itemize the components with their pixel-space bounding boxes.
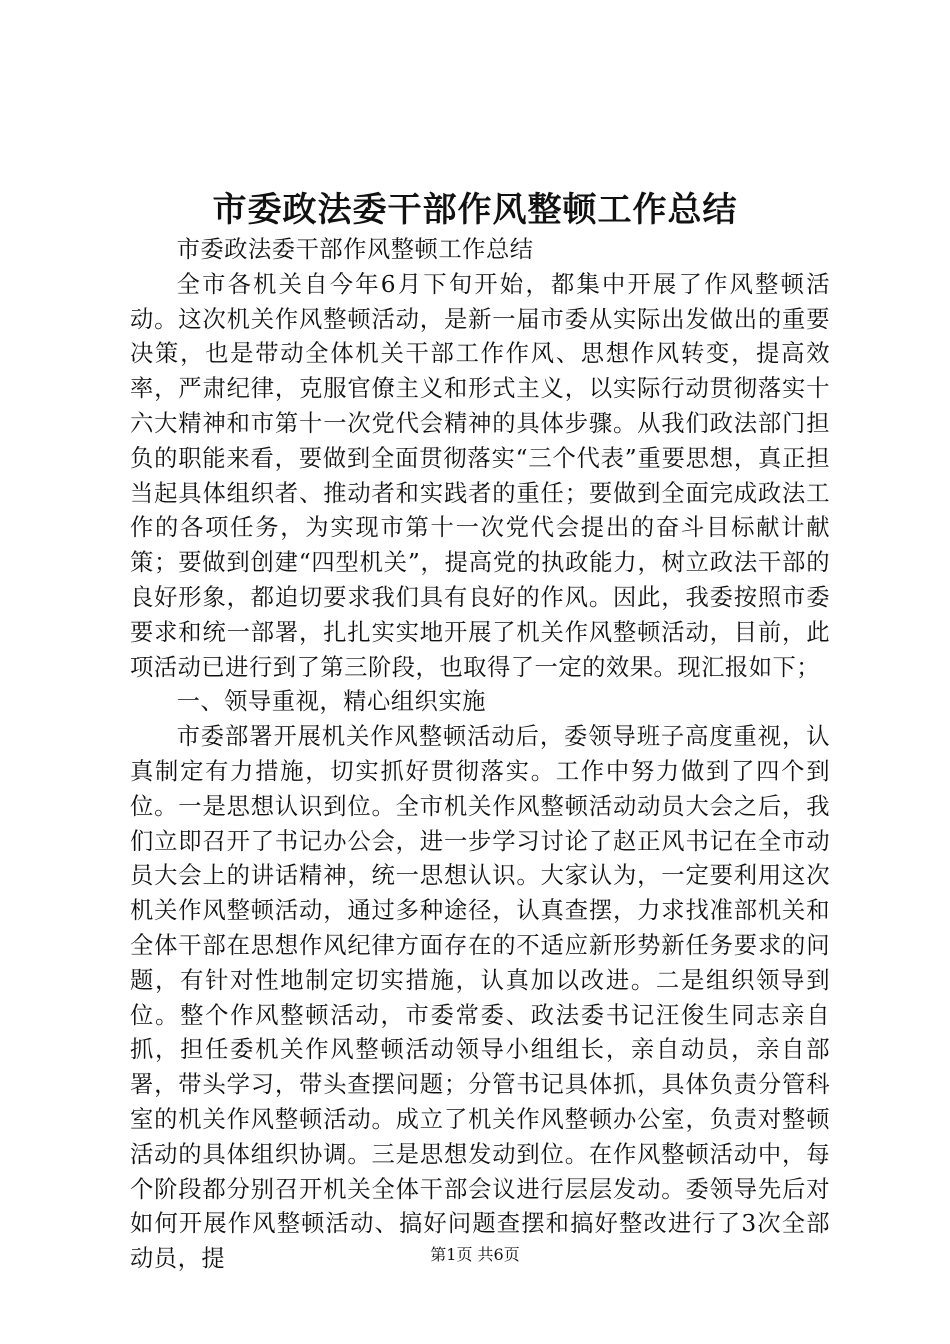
page-number-footer: 第1页 共6页 bbox=[430, 1245, 520, 1264]
paragraph-section-one: 市委部署开展机关作风整顿活动后，委领导班子高度重视，认真制定有力措施，切实抓好贯彻落实。工作中努力做到了四个到位。一是思想认识到位。全市机关作风整顿活动动员大会之后，我们立即召开了书记办公会，进一步学习讨论了赵正风书记在全市动员大会上的讲话精神，统一思想认识。大家认为，一定要利用这次机关作风整顿活动，通过多种途径，认真查摆，力求找准部机关和全体干部在思想作风纪律方面存在的不适应新形势新任务要求的问题，有针对性地制定切实措施，认真加以改进。二是组织领导到位。整个作风整顿活动，市委常委、政法委书记汪俊生同志亲自抓，担任委机关作风整顿活动领导小组组长，亲自动员，亲自部署，带头学习，带头查摆问题；分管书记具体抓，具体负责分管科室的机关作风整顿活动。成立了机关作风整顿办公室，负责对整顿活动的具体组织协调。三是思想发动到位。在作风整顿活动中，每个阶段都分别召开机关全体干部会议进行层层发动。委领导先后对如何开展作风整顿活动、搞好问题查摆和搞好整改进行了3次全部动员，提 bbox=[130, 723, 830, 1273]
paragraph-subtitle: 市委政法委干部作风整顿工作总结 bbox=[176, 236, 534, 263]
paragraph-intro: 全市各机关自今年6月下旬开始，都集中开展了作风整顿活动。这次机关作风整顿活动，是新一届市委从实际出发做出的重要决策，也是带动全体机关干部工作作风、思想作风转变，提高效率，严肃纪律，克服官僚主义和形式主义，以实际行动贯彻落实十六大精神和市第十一次党代会精神的具体步骤。从我们政法部门担负的职能来看，要做到全面贯彻落实“三个代表”重要思想，真正担当起具体组织者、推动者和实践者的重任；要做到全面完成政法工作的各项任务，为实现市第十一次党代会提出的奋斗目标献计献策；要做到创建“四型机关”，提高党的执政能力，树立政法干部的良好形象，都迫切要求我们具有良好的作风。因此，我委按照市委要求和统一部署，扎扎实实地开展了机关作风整顿活动，目前，此项活动已进行到了第三阶段，也取得了一定的效果。现汇报如下； bbox=[130, 270, 830, 681]
document-title: 市委政法委干部作风整顿工作总结 bbox=[212, 190, 738, 230]
document-body bbox=[130, 233, 830, 1277]
section-heading: 一、领导重视，精心组织实施 bbox=[176, 688, 486, 716]
